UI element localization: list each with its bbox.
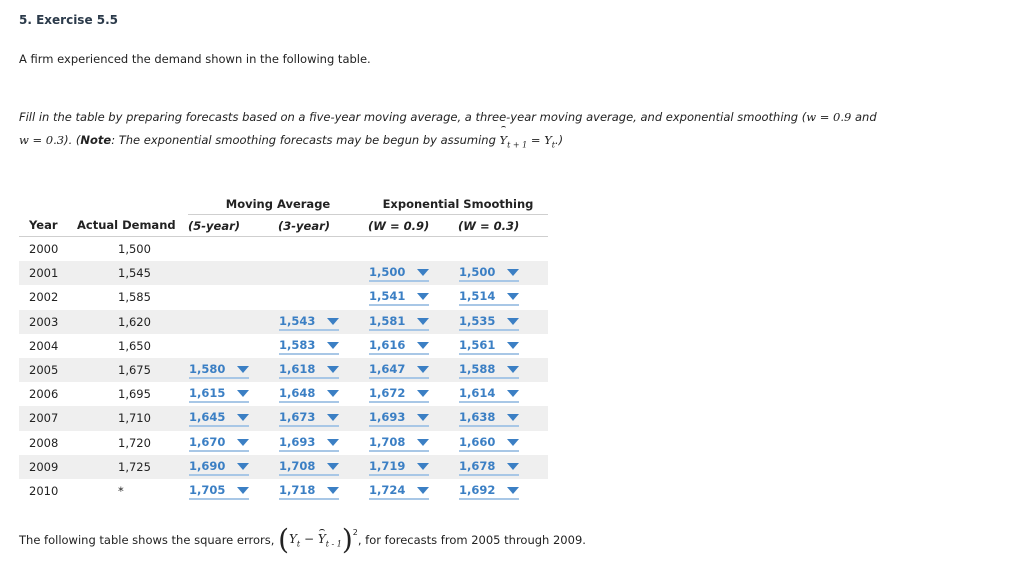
es3-cell bbox=[458, 382, 548, 406]
es9-forecast-select[interactable] bbox=[369, 337, 429, 355]
instruction-text: Fill in the table by preparing forecasts based on a five-year moving average, a three-year moving average, and exponential smoothing (w = 0.9 and w = 0.3). (Note: The exponential smoothing forecasts may be begun by assuming $Y_{t + 1} = Y_t$.) bbox=[19, 106, 899, 156]
table-row bbox=[19, 455, 548, 479]
year-cell: 2010 bbox=[29, 483, 59, 498]
es3-forecast-select[interactable] bbox=[459, 288, 519, 306]
table-row bbox=[19, 261, 548, 285]
ma3-forecast-select[interactable] bbox=[279, 337, 339, 355]
table-row bbox=[19, 237, 548, 262]
demand-value: 1,710 bbox=[118, 411, 151, 426]
chevron-down-icon[interactable] bbox=[417, 293, 429, 300]
demand-cell bbox=[77, 334, 188, 358]
es9-cell bbox=[368, 431, 458, 455]
chevron-down-icon[interactable] bbox=[327, 342, 339, 349]
es3-cell bbox=[458, 310, 548, 334]
ma5-cell bbox=[188, 237, 278, 262]
ma3-forecast-select[interactable] bbox=[279, 313, 339, 331]
chevron-down-icon[interactable] bbox=[507, 463, 519, 470]
es3-forecast-select[interactable] bbox=[459, 482, 519, 500]
year-header: Year bbox=[19, 215, 77, 237]
chevron-down-icon[interactable] bbox=[507, 269, 519, 276]
ma5-cell bbox=[188, 479, 278, 503]
es9-cell bbox=[368, 358, 458, 382]
ma3-forecast-select[interactable] bbox=[279, 482, 339, 500]
column-header-row bbox=[19, 215, 548, 237]
table-row bbox=[19, 358, 548, 382]
forecast-value: 1,583 bbox=[279, 337, 316, 352]
forecast-value: 1,615 bbox=[189, 386, 226, 401]
chevron-down-icon[interactable] bbox=[507, 439, 519, 446]
forecast-value: 1,581 bbox=[369, 313, 406, 328]
year-cell: 2009 bbox=[19, 455, 77, 479]
demand-value: 1,585 bbox=[118, 290, 151, 305]
footer-text: The following table shows the square errors, ( $Y_t - Y_{t - 1}$ ) 2 , for forecasts from 2005 through 2009. bbox=[19, 523, 586, 556]
es3-forecast-select[interactable] bbox=[459, 458, 519, 476]
forecast-value: 1,692 bbox=[459, 482, 496, 497]
forecast-value: 1,670 bbox=[189, 434, 226, 449]
es9-cell bbox=[368, 479, 458, 503]
es3-forecast-select[interactable] bbox=[459, 264, 519, 282]
chevron-down-icon[interactable] bbox=[417, 487, 429, 494]
forecast-value: 1,638 bbox=[459, 410, 496, 425]
es9-forecast-select[interactable] bbox=[369, 482, 429, 500]
chevron-down-icon[interactable] bbox=[507, 366, 519, 373]
w09-header: (W = 0.9) bbox=[368, 215, 458, 237]
forecast-value: 1,645 bbox=[189, 410, 226, 425]
demand-cell bbox=[77, 406, 188, 430]
demand-cell bbox=[77, 431, 188, 455]
es3-cell bbox=[458, 455, 548, 479]
ma5-forecast-select[interactable] bbox=[189, 385, 249, 403]
forecast-value: 1,500 bbox=[369, 265, 406, 280]
year-cell: 2000 bbox=[29, 242, 59, 257]
es3-forecast-select[interactable] bbox=[459, 361, 519, 379]
forecast-value: 1,693 bbox=[279, 434, 316, 449]
year-cell: 2006 bbox=[29, 387, 59, 402]
chevron-down-icon[interactable] bbox=[327, 487, 339, 494]
ma3-forecast-select[interactable] bbox=[279, 434, 339, 452]
es3-forecast-select[interactable] bbox=[459, 337, 519, 355]
w03-header: (W = 0.3) bbox=[458, 215, 548, 237]
table-row bbox=[19, 334, 548, 358]
ma5-cell bbox=[188, 310, 278, 334]
year-cell: 2001 bbox=[19, 261, 77, 285]
forecast-value: 1,660 bbox=[459, 434, 496, 449]
es9-forecast-select[interactable] bbox=[369, 288, 429, 306]
table-row bbox=[19, 382, 548, 406]
forecast-value: 1,718 bbox=[279, 482, 316, 497]
ma5-forecast-select[interactable] bbox=[189, 434, 249, 452]
es9-forecast-select[interactable] bbox=[369, 313, 429, 331]
es9-forecast-select[interactable] bbox=[369, 409, 429, 427]
moving-average-header: Moving Average bbox=[188, 193, 368, 215]
three-year-header: (3-year) bbox=[278, 215, 368, 237]
forecast-value: 1,580 bbox=[189, 362, 226, 377]
es3-cell bbox=[458, 358, 548, 382]
chevron-down-icon[interactable] bbox=[507, 293, 519, 300]
intro-text: A firm experienced the demand shown in the following table. bbox=[19, 52, 371, 66]
table-row bbox=[19, 406, 548, 430]
note-label: Note bbox=[80, 133, 112, 147]
es3-forecast-select[interactable] bbox=[459, 409, 519, 427]
chevron-down-icon[interactable] bbox=[417, 463, 429, 470]
chevron-down-icon[interactable] bbox=[417, 318, 429, 325]
demand-value: 1,650 bbox=[118, 338, 151, 353]
exercise-heading: 5. Exercise 5.5 bbox=[19, 13, 119, 27]
es9-cell bbox=[368, 261, 458, 285]
chevron-down-icon[interactable] bbox=[327, 463, 339, 470]
forecast-value: 1,648 bbox=[279, 386, 316, 401]
forecast-value: 1,672 bbox=[369, 386, 406, 401]
chevron-down-icon[interactable] bbox=[327, 366, 339, 373]
forecast-value: 1,678 bbox=[459, 458, 496, 473]
es9-cell bbox=[368, 334, 458, 358]
forecast-value: 1,561 bbox=[459, 337, 496, 352]
chevron-down-icon[interactable] bbox=[327, 439, 339, 446]
demand-cell bbox=[77, 237, 188, 262]
w-value-1: w = 0.9 bbox=[806, 110, 852, 124]
demand-value: 1,500 bbox=[118, 242, 151, 257]
demand-value: 1,620 bbox=[118, 314, 151, 329]
forecast-value: 1,719 bbox=[369, 458, 406, 473]
demand-cell bbox=[77, 310, 188, 334]
group-header-row bbox=[19, 193, 548, 215]
ma3-cell bbox=[278, 358, 368, 382]
es3-cell bbox=[458, 285, 548, 309]
left-paren: ( bbox=[278, 523, 289, 556]
es3-cell bbox=[458, 406, 548, 430]
table-row bbox=[19, 431, 548, 455]
es9-cell bbox=[368, 285, 458, 309]
es9-cell bbox=[368, 382, 458, 406]
ma3-cell bbox=[278, 455, 368, 479]
chevron-down-icon[interactable] bbox=[237, 366, 249, 373]
ma3-cell bbox=[278, 237, 368, 262]
demand-cell bbox=[77, 261, 188, 285]
demand-cell bbox=[77, 358, 188, 382]
forecast-value: 1,618 bbox=[279, 362, 316, 377]
chevron-down-icon[interactable] bbox=[507, 414, 519, 421]
ma3-cell bbox=[278, 261, 368, 285]
ma5-forecast-select[interactable] bbox=[189, 458, 249, 476]
es9-forecast-select[interactable] bbox=[369, 458, 429, 476]
es3-forecast-select[interactable] bbox=[459, 385, 519, 403]
right-paren: ) bbox=[341, 523, 353, 556]
table-row bbox=[19, 310, 548, 334]
demand-cell bbox=[77, 455, 188, 479]
forecast-value: 1,724 bbox=[369, 482, 406, 497]
ma5-cell bbox=[188, 261, 278, 285]
es9-forecast-select[interactable] bbox=[369, 434, 429, 452]
forecast-value: 1,500 bbox=[459, 265, 496, 280]
chevron-down-icon[interactable] bbox=[237, 439, 249, 446]
forecast-value: 1,690 bbox=[189, 458, 226, 473]
ma5-forecast-select[interactable] bbox=[189, 482, 249, 500]
year-cell: 2008 bbox=[29, 435, 59, 450]
chevron-down-icon[interactable] bbox=[507, 487, 519, 494]
es9-cell bbox=[368, 237, 458, 262]
chevron-down-icon[interactable] bbox=[507, 390, 519, 397]
demand-cell bbox=[77, 285, 188, 309]
chevron-down-icon[interactable] bbox=[327, 390, 339, 397]
table-row bbox=[19, 479, 548, 503]
year-cell: 2002 bbox=[29, 290, 59, 305]
chevron-down-icon[interactable] bbox=[507, 318, 519, 325]
chevron-down-icon[interactable] bbox=[417, 390, 429, 397]
chevron-down-icon[interactable] bbox=[237, 487, 249, 494]
chevron-down-icon[interactable] bbox=[417, 342, 429, 349]
demand-value: 1,725 bbox=[118, 459, 151, 474]
year-cell: 2003 bbox=[19, 310, 77, 334]
es9-cell bbox=[368, 455, 458, 479]
forecast-value: 1,588 bbox=[459, 362, 496, 377]
table-body bbox=[19, 237, 548, 504]
forecast-value: 1,708 bbox=[279, 458, 316, 473]
es3-cell bbox=[458, 431, 548, 455]
demand-cell bbox=[77, 382, 188, 406]
year-cell: 2007 bbox=[19, 406, 77, 430]
forecast-value: 1,535 bbox=[459, 313, 496, 328]
ma3-forecast-select[interactable] bbox=[279, 361, 339, 379]
table-row bbox=[19, 285, 548, 309]
chevron-down-icon[interactable] bbox=[417, 414, 429, 421]
es3-cell bbox=[458, 334, 548, 358]
chevron-down-icon[interactable] bbox=[417, 366, 429, 373]
forecast-table bbox=[19, 193, 548, 503]
ma3-forecast-select[interactable] bbox=[279, 458, 339, 476]
es3-cell bbox=[458, 237, 548, 262]
ma5-cell bbox=[188, 431, 278, 455]
forecast-value: 1,614 bbox=[459, 386, 496, 401]
forecast-value: 1,647 bbox=[369, 362, 406, 377]
ma5-forecast-select[interactable] bbox=[189, 409, 249, 427]
chevron-down-icon[interactable] bbox=[507, 342, 519, 349]
ma3-cell bbox=[278, 310, 368, 334]
ma5-cell bbox=[188, 334, 278, 358]
five-year-header: (5-year) bbox=[188, 215, 278, 237]
es3-forecast-select[interactable] bbox=[459, 313, 519, 331]
ma5-forecast-select[interactable] bbox=[189, 361, 249, 379]
es9-cell bbox=[368, 310, 458, 334]
ma3-cell bbox=[278, 479, 368, 503]
es3-cell bbox=[458, 261, 548, 285]
demand-value: * bbox=[118, 483, 124, 498]
es9-forecast-select[interactable] bbox=[369, 264, 429, 282]
demand-cell bbox=[77, 479, 188, 503]
chevron-down-icon[interactable] bbox=[237, 390, 249, 397]
ma3-forecast-select[interactable] bbox=[279, 409, 339, 427]
ma5-cell bbox=[188, 455, 278, 479]
ma5-cell bbox=[188, 358, 278, 382]
es3-cell bbox=[458, 479, 548, 503]
actual-demand-header: Actual Demand bbox=[77, 215, 188, 237]
w-value-2: w = 0.3 bbox=[19, 133, 65, 147]
exponential-smoothing-header: Exponential Smoothing bbox=[368, 193, 548, 215]
ma5-cell bbox=[188, 285, 278, 309]
forecast-value: 1,693 bbox=[369, 410, 406, 425]
chevron-down-icon[interactable] bbox=[417, 439, 429, 446]
ma3-cell bbox=[278, 285, 368, 309]
forecast-value: 1,543 bbox=[279, 313, 316, 328]
forecast-value: 1,705 bbox=[189, 482, 226, 497]
ma5-cell bbox=[188, 406, 278, 430]
ma3-cell bbox=[278, 406, 368, 430]
forecast-value: 1,541 bbox=[369, 289, 406, 304]
ma3-cell bbox=[278, 431, 368, 455]
ma3-cell bbox=[278, 382, 368, 406]
ma3-forecast-select[interactable] bbox=[279, 385, 339, 403]
chevron-down-icon[interactable] bbox=[327, 414, 339, 421]
es9-forecast-select[interactable] bbox=[369, 361, 429, 379]
chevron-down-icon[interactable] bbox=[327, 318, 339, 325]
year-cell: 2004 bbox=[29, 338, 59, 353]
forecast-value: 1,616 bbox=[369, 337, 406, 352]
chevron-down-icon[interactable] bbox=[237, 463, 249, 470]
demand-value: 1,720 bbox=[118, 435, 151, 450]
forecast-value: 1,708 bbox=[369, 434, 406, 449]
chevron-down-icon[interactable] bbox=[417, 269, 429, 276]
demand-value: 1,545 bbox=[118, 266, 151, 281]
es9-forecast-select[interactable] bbox=[369, 385, 429, 403]
es9-cell bbox=[368, 406, 458, 430]
es3-forecast-select[interactable] bbox=[459, 434, 519, 452]
demand-value: 1,675 bbox=[118, 363, 151, 378]
forecast-value: 1,514 bbox=[459, 289, 496, 304]
ma5-cell bbox=[188, 382, 278, 406]
demand-value: 1,695 bbox=[118, 387, 151, 402]
forecast-value: 1,673 bbox=[279, 410, 316, 425]
ma3-cell bbox=[278, 334, 368, 358]
year-cell: 2005 bbox=[19, 358, 77, 382]
chevron-down-icon[interactable] bbox=[237, 414, 249, 421]
